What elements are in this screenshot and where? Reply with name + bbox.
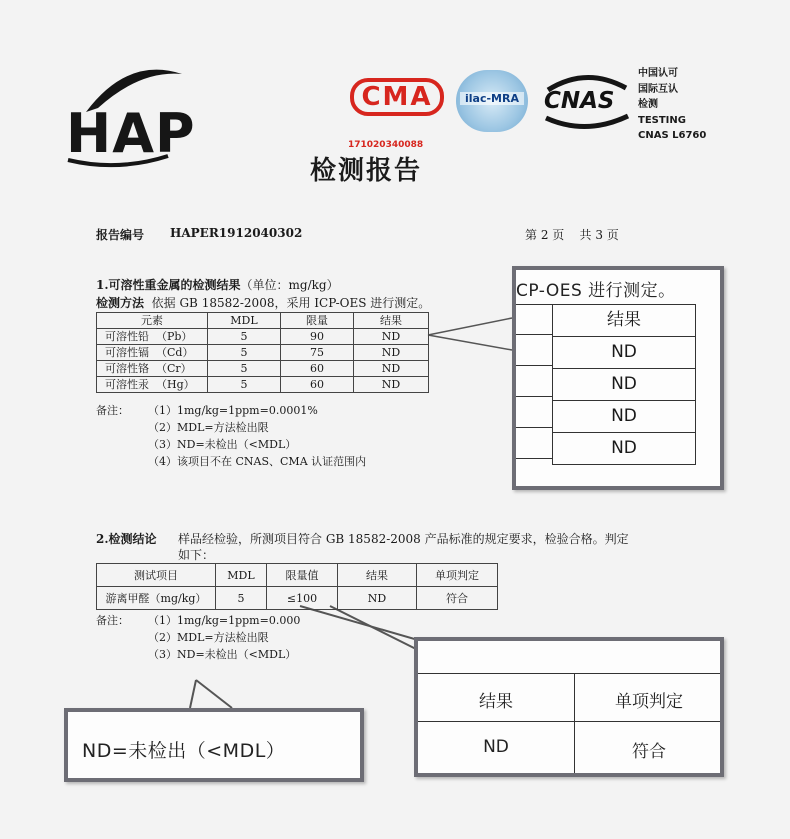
note-row (96, 419, 366, 436)
zoom1-divider (516, 334, 552, 335)
zoom1-method-text: CP-OES 进行测定。 (516, 281, 676, 301)
callout-line-2b (300, 606, 418, 640)
table-row (97, 361, 429, 377)
note-row (96, 612, 300, 629)
zoom1-divider (516, 365, 552, 366)
table-header-cell: MDL (208, 313, 281, 329)
table-header-cell: 结果 (354, 313, 429, 329)
note-row (96, 646, 300, 663)
section1-notes (96, 402, 366, 470)
table-cell: 可溶性镉 （Cd） (97, 345, 208, 361)
zoom3-text: ND=未检出（<MDL） (82, 740, 286, 762)
notes-label: 备注： (96, 404, 129, 417)
table-header-cell: 结果 (338, 564, 417, 587)
table-header-cell: 单项判定 (417, 564, 498, 587)
report-id-value: HAPER1912040302 (170, 226, 303, 240)
zoom2-value: ND (483, 737, 509, 757)
zoom-callout-nd-note (64, 708, 364, 782)
table-cell: 可溶性汞 （Hg） (97, 377, 208, 393)
table-cell: ≤100 (267, 587, 338, 610)
cnas-logo-text: CNAS (544, 88, 615, 114)
cma-logo: CMA (350, 78, 444, 116)
table-cell: ND (354, 329, 429, 345)
note-row (96, 436, 366, 453)
heavy-metal-table (96, 312, 429, 393)
cnas-side-line: 国际互认 (638, 83, 678, 95)
table-cell: 5 (208, 329, 281, 345)
table-header-cell: 限量 (281, 313, 354, 329)
table-cell: 可溶性铬 （Cr） (97, 361, 208, 377)
note-text: （1）1mg/kg=1ppm=0.0001% (148, 404, 318, 417)
cma-number: 171020340088 (348, 140, 424, 150)
table-row (97, 345, 429, 361)
zoom1-divider (516, 458, 552, 459)
note-text: （2）MDL=方法检出限 (148, 421, 269, 434)
ilac-mra-logo (456, 70, 528, 132)
note-row (96, 402, 366, 419)
zoom2-divider (418, 673, 724, 674)
table-cell: 90 (281, 329, 354, 345)
zoom-callout-results (512, 266, 724, 490)
table-cell: 5 (208, 345, 281, 361)
cnas-side-line: CNAS L6760 (638, 130, 707, 141)
section1-title (96, 276, 339, 293)
zoom1-header: 结果 (552, 304, 696, 337)
cnas-side-line: 检测 (638, 99, 658, 110)
method-text: 依据 GB 18582-2008，采用 ICP-OES 进行测定。 (151, 296, 431, 310)
method-label: 检测方法 (96, 296, 145, 310)
note-row (96, 453, 366, 470)
zoom1-value: ND (552, 400, 696, 433)
cnas-accreditation-text (638, 66, 706, 144)
section1-unit: （单位：mg/kg） (240, 278, 339, 292)
table-cell: 75 (281, 345, 354, 361)
note-text: （2）MDL=方法检出限 (148, 631, 269, 644)
table-cell: 5 (208, 361, 281, 377)
table-cell: 60 (281, 377, 354, 393)
table-row (97, 377, 429, 393)
hap-logo-text: HAP (66, 102, 196, 165)
section2-text-cont: 如下： (178, 548, 215, 562)
hap-logo (58, 60, 196, 170)
callout-line-1b (428, 335, 512, 350)
zoom1-grid (516, 304, 696, 465)
table-header-cell: 限量值 (267, 564, 338, 587)
table-cell: 游离甲醛（mg/kg） (97, 587, 216, 610)
zoom1-value: ND (552, 368, 696, 401)
table-header-cell: MDL (216, 564, 267, 587)
note-text: （3）ND=未检出（<MDL） (148, 648, 297, 661)
section2-notes (96, 612, 300, 663)
zoom1-divider (516, 396, 552, 397)
table-header-cell: 元素 (97, 313, 208, 329)
zoom1-divider (516, 427, 552, 428)
zoom1-value: ND (552, 432, 696, 465)
section2-title: 2.检测结论 (96, 532, 157, 546)
table-row (97, 587, 498, 610)
table-cell: 5 (208, 377, 281, 393)
callout-line-3a (196, 680, 232, 708)
cnas-side-line: 中国认可 (638, 68, 678, 79)
table-cell: 60 (281, 361, 354, 377)
table-cell: 5 (216, 587, 267, 610)
ilac-logo-text: ilac-MRA (460, 92, 524, 105)
zoom2-header: 结果 (479, 692, 513, 712)
report-title: 检测报告 (310, 156, 423, 186)
table-cell: ND (354, 361, 429, 377)
table-header-cell: 测试项目 (97, 564, 216, 587)
table-header-row (97, 564, 498, 587)
callout-line-3b (190, 680, 196, 708)
note-text: （4）该项目不在 CNAS、CMA 认证范围内 (148, 455, 367, 468)
zoom-callout-judgement (414, 637, 724, 777)
table-cell: ND (338, 587, 417, 610)
cnas-logo (540, 72, 632, 130)
zoom1-value: ND (552, 336, 696, 369)
table-cell: ND (354, 377, 429, 393)
table-cell: ND (354, 345, 429, 361)
note-text: （1）1mg/kg=1ppm=0.000 (148, 614, 301, 627)
callout-line-1a (428, 318, 512, 335)
zoom1-divider (516, 304, 552, 305)
note-row (96, 629, 300, 646)
table-row (97, 329, 429, 345)
section1-title-text: 1.可溶性重金属的检测结果 (96, 278, 241, 292)
formaldehyde-table (96, 563, 498, 610)
zoom2-header: 单项判定 (615, 692, 683, 712)
cnas-side-line: TESTING (638, 114, 686, 126)
table-cell: 符合 (417, 587, 498, 610)
notes-label: 备注： (96, 614, 129, 627)
page-info: 第 2 页 共 3 页 (525, 228, 619, 242)
report-id-label: 报告编号 (96, 228, 145, 242)
table-header-row (97, 313, 429, 329)
section2-text: 样品经检验，所测项目符合 GB 18582-2008 产品标准的规定要求，检验合格。判定 (178, 532, 629, 546)
note-text: （3）ND=未检出（<MDL） (148, 438, 297, 451)
method-line (96, 294, 430, 311)
table-cell: 可溶性铅 （Pb） (97, 329, 208, 345)
zoom2-value: 符合 (632, 742, 666, 762)
zoom2-divider (418, 721, 724, 722)
